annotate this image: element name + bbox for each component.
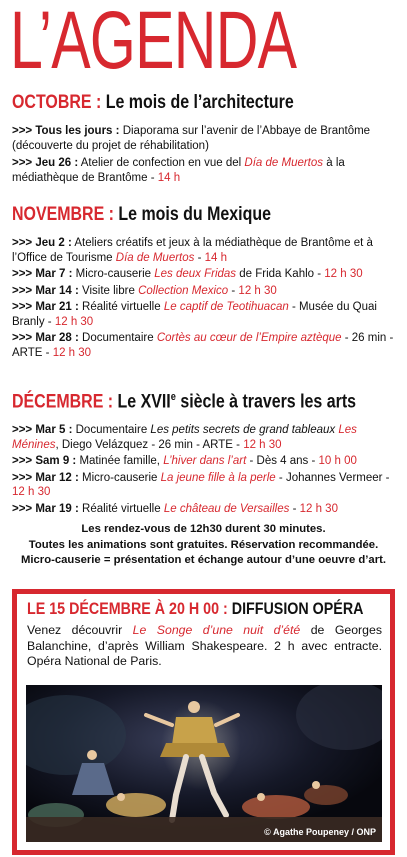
event-title: Le château de Versailles	[163, 502, 290, 515]
event-title: Les petits secrets de grand tableaux	[150, 424, 336, 437]
event-date: >>> Mar 5 :	[12, 424, 73, 437]
event-date: >>> Sam 9 :	[12, 455, 77, 468]
ballet-scene-image	[26, 685, 382, 842]
event-title: Día de Muertos	[244, 157, 324, 169]
event-text: Ateliers créatifs et jeux à la médiathèque de Brantôme et à l’Office de Tourisme	[12, 237, 373, 264]
event-text: Réalité virtuelle	[82, 502, 164, 515]
section-octobre	[12, 92, 397, 185]
month-theme: Le mois de l’architecture	[105, 92, 294, 113]
event-text: de Frida Kahlo -	[236, 268, 325, 280]
event-title: Le captif de Teotihuacan	[163, 301, 289, 313]
event-text: Diaporama sur l’avenir de l’Abbaye de Brantôme (découverte du projet de réhabilitation)	[12, 125, 371, 152]
event-date: >>> Jeu 2 :	[12, 237, 72, 249]
opera-text: Venez découvrir	[27, 623, 133, 637]
page-title: L’AGENDA	[10, 0, 297, 86]
event-text: - 26 min - ARTE -	[12, 332, 394, 359]
event-title: Día de Muertos	[115, 251, 195, 264]
event-entry	[12, 284, 397, 299]
month-theme-sup: e	[170, 391, 176, 403]
event-entry	[12, 454, 397, 469]
opera-title: Le Songe d’une nuit d’été	[132, 623, 301, 637]
note-definition: Micro-causerie = présentation et échange autour d’une oeuvre d’art.	[20, 554, 387, 566]
event-text: , Diego Velázquez - 26 min - ARTE -	[55, 438, 244, 451]
event-date: >>> Mar 7 :	[12, 268, 73, 280]
event-date: >>> Jeu 26 :	[12, 157, 79, 169]
event-text: -	[289, 502, 300, 515]
event-time: 14 h	[204, 251, 228, 264]
notes	[10, 522, 397, 569]
event-text: - Musée du Quai Branly -	[12, 301, 377, 328]
event-text: Documentaire	[82, 332, 157, 344]
event-time: 10 h 00	[318, 455, 357, 468]
opera-description	[27, 623, 382, 670]
section-heading	[12, 92, 335, 114]
event-time: 12 h 30	[52, 346, 92, 359]
month-label: OCTOBRE :	[12, 92, 102, 113]
event-entry	[12, 502, 397, 517]
event-text: -	[194, 251, 205, 264]
event-time: 14 h	[157, 171, 181, 184]
event-date: >>> Mar 28 :	[12, 332, 79, 344]
event-time: 12 h 30	[324, 268, 363, 280]
section-heading	[12, 386, 357, 413]
opera-text: de Georges Balanchine, d’après William Shakespeare. 2 h avec entracte. Opéra National de Paris.	[27, 623, 382, 668]
event-entry	[12, 124, 397, 153]
event-title: Cortès au cœur de l’Empire aztèque	[156, 332, 342, 344]
event-text: -	[228, 284, 239, 297]
event-time: 12 h 30	[299, 502, 338, 515]
event-title: La jeune fille à la perle	[160, 471, 276, 484]
opera-box	[12, 589, 395, 855]
opera-heading	[27, 599, 363, 619]
section-novembre	[12, 204, 397, 360]
note-free: Toutes les animations sont gratuites. Réservation recommandée.	[28, 538, 379, 551]
event-text: Documentaire	[75, 424, 151, 437]
event-text: - Johannes Vermeer -	[275, 471, 390, 484]
event-title: Les Ménines	[12, 424, 357, 451]
event-date: >>> Mar 12 :	[12, 471, 79, 484]
month-theme: Le mois du Mexique	[118, 204, 271, 225]
section-heading	[12, 204, 335, 226]
event-text: Visite libre	[82, 284, 139, 297]
event-entry	[12, 471, 397, 500]
event-entry	[12, 236, 397, 265]
event-time: 12 h 30	[12, 486, 51, 499]
event-entry	[12, 300, 397, 329]
event-date: >>> Mar 21 :	[12, 301, 79, 313]
event-date: >>> Tous les jours :	[12, 125, 120, 137]
note-duration: Les rendez-vous de 12h30 durent 30 minutes.	[81, 523, 326, 535]
event-date: >>> Mar 19 :	[12, 502, 79, 515]
event-text: Atelier de confection en vue del	[80, 157, 245, 169]
ballet-photo	[26, 685, 382, 842]
event-title: Collection Mexico	[138, 284, 229, 297]
event-title: L’hiver dans l’art	[163, 455, 247, 468]
section-decembre	[12, 386, 397, 516]
event-text: Réalité virtuelle	[82, 301, 164, 313]
event-date: >>> Mar 14 :	[12, 284, 79, 297]
event-text: à la médiathèque de Brantôme -	[12, 157, 345, 184]
event-time: 12 h 30	[54, 315, 94, 328]
opera-date: LE 15 DÉCEMBRE À 20 H 00 :	[27, 599, 228, 618]
event-entry	[12, 267, 397, 282]
event-entry	[12, 156, 397, 185]
photo-credit: © Agathe Poupeney / ONP	[264, 827, 376, 837]
event-text: Matinée famille,	[79, 455, 164, 468]
month-label: DÉCEMBRE :	[12, 391, 114, 413]
event-title: Les deux Fridas	[154, 268, 237, 280]
event-time: 12 h 30	[238, 284, 277, 297]
event-text: Micro-causerie	[82, 471, 161, 484]
opera-label: DIFFUSION OPÉRA	[231, 599, 364, 618]
event-entry	[12, 423, 397, 452]
event-text: - Dès 4 ans -	[246, 455, 319, 468]
month-theme: siècle à travers les arts	[175, 391, 357, 413]
event-text: Micro-causerie	[75, 268, 155, 280]
month-theme: Le XVII	[117, 391, 171, 413]
event-entry	[12, 331, 397, 360]
month-label: NOVEMBRE :	[12, 204, 114, 225]
event-time: 12 h 30	[243, 438, 282, 451]
